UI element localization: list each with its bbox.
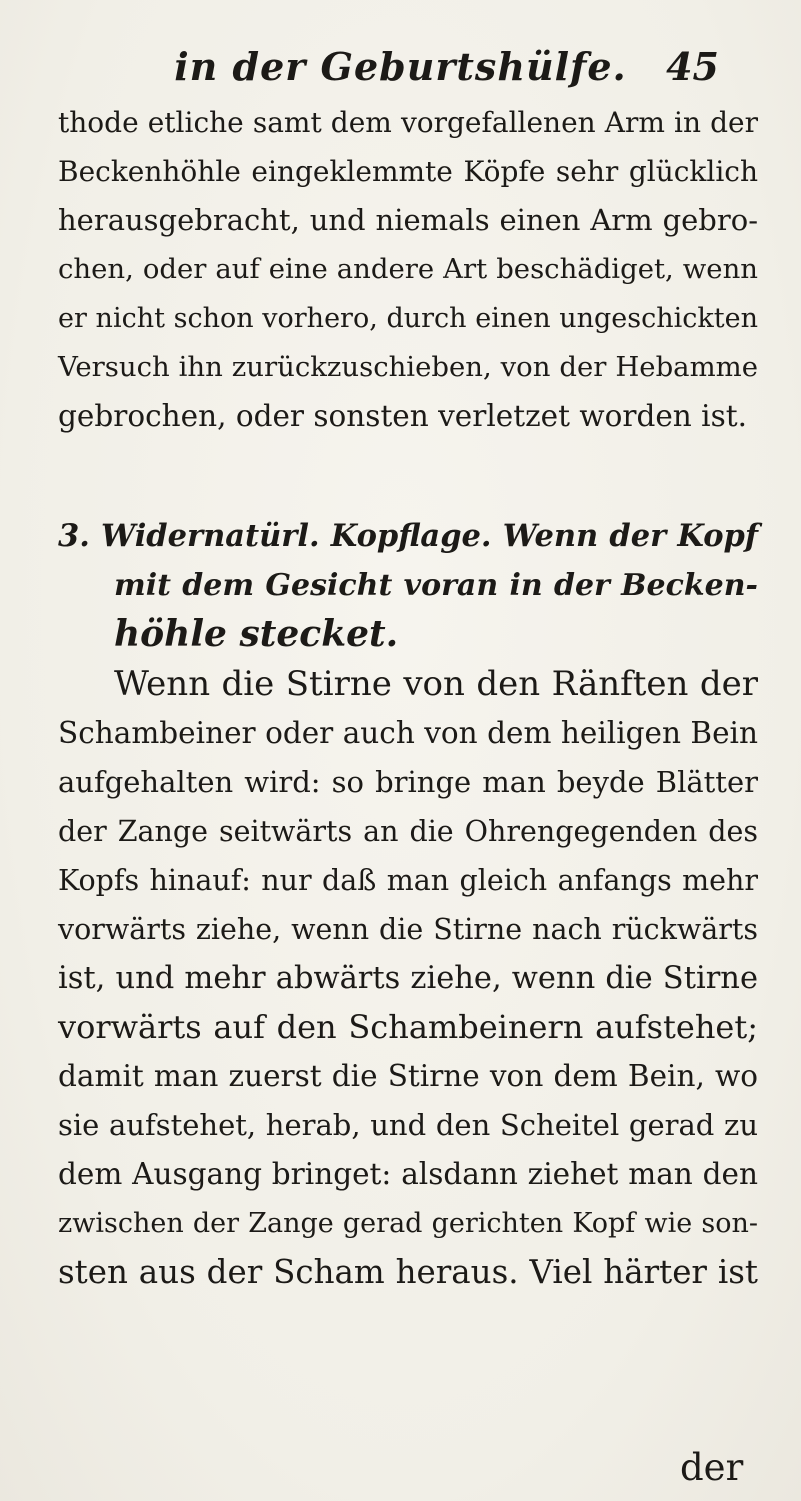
text-line: er nicht schon vorhero, durch einen ungeschickten [58,303,758,334]
text-line: der Zange seitwärts an die Ohrengegenden des [58,815,758,848]
text-line: ist, und mehr abwärts ziehe, wenn die Stirne [58,961,758,996]
text-line: vorwärts auf den Schambeinern aufstehet; [58,1008,758,1046]
heading-line: höhle stecket. [114,613,399,655]
running-title: in der Geburtshülfe. [174,44,627,89]
text-line: sten aus der Scham heraus. Viel härter ist [58,1253,758,1291]
running-head [0,44,801,94]
text-line: gebrochen, oder sonsten verletzet worden ist. [58,399,747,433]
text-line: chen, oder auf eine andere Art beschädiget, wenn [58,253,758,285]
catchword: der [680,1446,744,1489]
section-heading [58,512,758,659]
page-number: 45 [666,44,719,89]
heading-line: mit dem Gesicht voran in der Becken- [114,568,758,603]
text-line: zwischen der Zange gerad gerichten Kopf wie son- [58,1208,758,1239]
text-line: Wenn die Stirne von den Ränften der [114,664,758,704]
text-line: Versuch ihn zurückzuschieben, von der Hebamme [58,351,758,383]
paragraph-1 [58,98,758,441]
text-line: thode etliche samt dem vorgefallenen Arm in der [58,106,758,139]
text-line: herausgebracht, und niemals einen Arm gebro- [58,203,758,237]
text-line: Schambeiner oder auch von dem heiligen Bein [58,716,758,750]
text-line: sie aufstehet, herab, und den Scheitel gerad zu [58,1108,758,1142]
text-line: aufgehalten wird: so bringe man beyde Blätter [58,765,758,799]
text-line: damit man zuerst die Stirne von dem Bein, wo [58,1059,758,1093]
text-line: Beckenhöhle eingeklemmte Köpfe sehr glücklich [58,155,758,188]
text-line: vorwärts ziehe, wenn die Stirne nach rückwärts [58,913,758,946]
paragraph-2 [58,660,758,1297]
text-line: dem Ausgang bringet: alsdann ziehet man den [58,1157,758,1191]
text-line: Kopfs hinauf: nur daß man gleich anfangs mehr [58,864,758,897]
heading-line: 3. Widernatürl. Kopflage. Wenn der Kopf [58,518,758,554]
